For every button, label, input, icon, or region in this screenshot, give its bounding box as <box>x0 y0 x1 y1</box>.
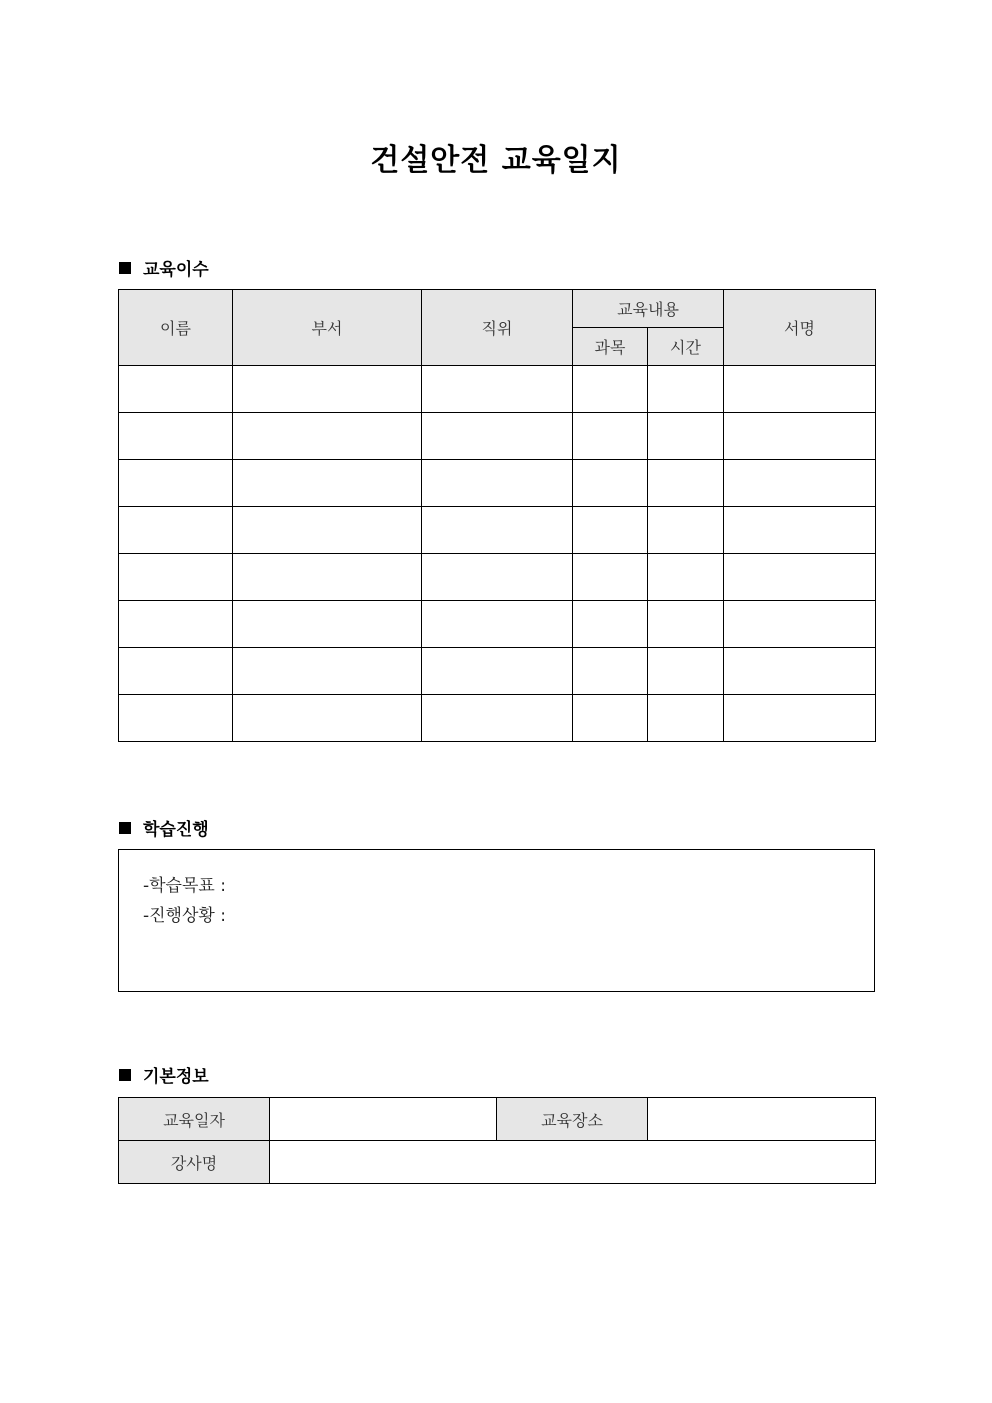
signature-cell[interactable] <box>724 366 876 413</box>
subject-cell[interactable] <box>573 695 648 742</box>
section-heading-label: 교육이수 <box>143 260 209 280</box>
name-cell[interactable] <box>119 507 233 554</box>
table-row <box>119 695 876 742</box>
page-title: 건설안전 교육일지 <box>370 143 622 178</box>
place-field[interactable] <box>648 1098 876 1141</box>
square-bullet-icon <box>119 262 131 274</box>
department-cell[interactable] <box>233 695 422 742</box>
department-cell[interactable] <box>233 507 422 554</box>
section-heading-info <box>119 1062 209 1087</box>
hours-cell[interactable] <box>648 413 724 460</box>
position-cell[interactable] <box>422 460 573 507</box>
signature-cell[interactable] <box>724 460 876 507</box>
date-label: 교육일자 <box>119 1098 270 1141</box>
date-field[interactable] <box>270 1098 497 1141</box>
header-content: 교육내용 <box>573 290 724 328</box>
department-cell[interactable] <box>233 648 422 695</box>
subject-cell[interactable] <box>573 366 648 413</box>
header-signature: 서명 <box>724 290 876 366</box>
hours-cell[interactable] <box>648 695 724 742</box>
header-subject: 과목 <box>573 328 648 366</box>
position-cell[interactable] <box>422 648 573 695</box>
header-hours: 시간 <box>648 328 724 366</box>
position-cell[interactable] <box>422 413 573 460</box>
signature-cell[interactable] <box>724 601 876 648</box>
signature-cell[interactable] <box>724 648 876 695</box>
name-cell[interactable] <box>119 695 233 742</box>
header-name: 이름 <box>119 290 233 366</box>
hours-cell[interactable] <box>648 460 724 507</box>
info-table <box>118 1097 876 1184</box>
name-cell[interactable] <box>119 554 233 601</box>
position-cell[interactable] <box>422 507 573 554</box>
progress-box[interactable] <box>118 849 875 992</box>
hours-cell[interactable] <box>648 648 724 695</box>
status-label: -진행상황 : <box>143 906 226 926</box>
position-cell[interactable] <box>422 601 573 648</box>
attendance-table <box>118 289 876 742</box>
hours-cell[interactable] <box>648 554 724 601</box>
table-row <box>119 1098 876 1141</box>
signature-cell[interactable] <box>724 507 876 554</box>
signature-cell[interactable] <box>724 695 876 742</box>
header-department: 부서 <box>233 290 422 366</box>
table-row <box>119 648 876 695</box>
square-bullet-icon <box>119 822 131 834</box>
hours-cell[interactable] <box>648 366 724 413</box>
table-row <box>119 507 876 554</box>
table-row <box>119 601 876 648</box>
name-cell[interactable] <box>119 460 233 507</box>
subject-cell[interactable] <box>573 413 648 460</box>
table-row <box>119 554 876 601</box>
section-heading-progress <box>119 815 209 840</box>
department-cell[interactable] <box>233 601 422 648</box>
section-heading-attendance <box>119 255 209 280</box>
signature-cell[interactable] <box>724 413 876 460</box>
subject-cell[interactable] <box>573 507 648 554</box>
department-cell[interactable] <box>233 460 422 507</box>
table-row <box>119 366 876 413</box>
position-cell[interactable] <box>422 695 573 742</box>
section-heading-label: 학습진행 <box>143 820 209 840</box>
signature-cell[interactable] <box>724 554 876 601</box>
objective-label: -학습목표 : <box>143 876 226 896</box>
department-cell[interactable] <box>233 366 422 413</box>
name-cell[interactable] <box>119 601 233 648</box>
department-cell[interactable] <box>233 554 422 601</box>
name-cell[interactable] <box>119 366 233 413</box>
name-cell[interactable] <box>119 648 233 695</box>
hours-cell[interactable] <box>648 507 724 554</box>
position-cell[interactable] <box>422 554 573 601</box>
place-label: 교육장소 <box>497 1098 648 1141</box>
subject-cell[interactable] <box>573 648 648 695</box>
table-row <box>119 413 876 460</box>
instructor-label: 강사명 <box>119 1141 270 1184</box>
hours-cell[interactable] <box>648 601 724 648</box>
subject-cell[interactable] <box>573 601 648 648</box>
department-cell[interactable] <box>233 413 422 460</box>
subject-cell[interactable] <box>573 460 648 507</box>
table-row <box>119 460 876 507</box>
position-cell[interactable] <box>422 366 573 413</box>
section-heading-label: 기본정보 <box>143 1067 209 1087</box>
square-bullet-icon <box>119 1069 131 1081</box>
instructor-field[interactable] <box>270 1141 876 1184</box>
name-cell[interactable] <box>119 413 233 460</box>
table-row <box>119 1141 876 1184</box>
header-position: 직위 <box>422 290 573 366</box>
subject-cell[interactable] <box>573 554 648 601</box>
